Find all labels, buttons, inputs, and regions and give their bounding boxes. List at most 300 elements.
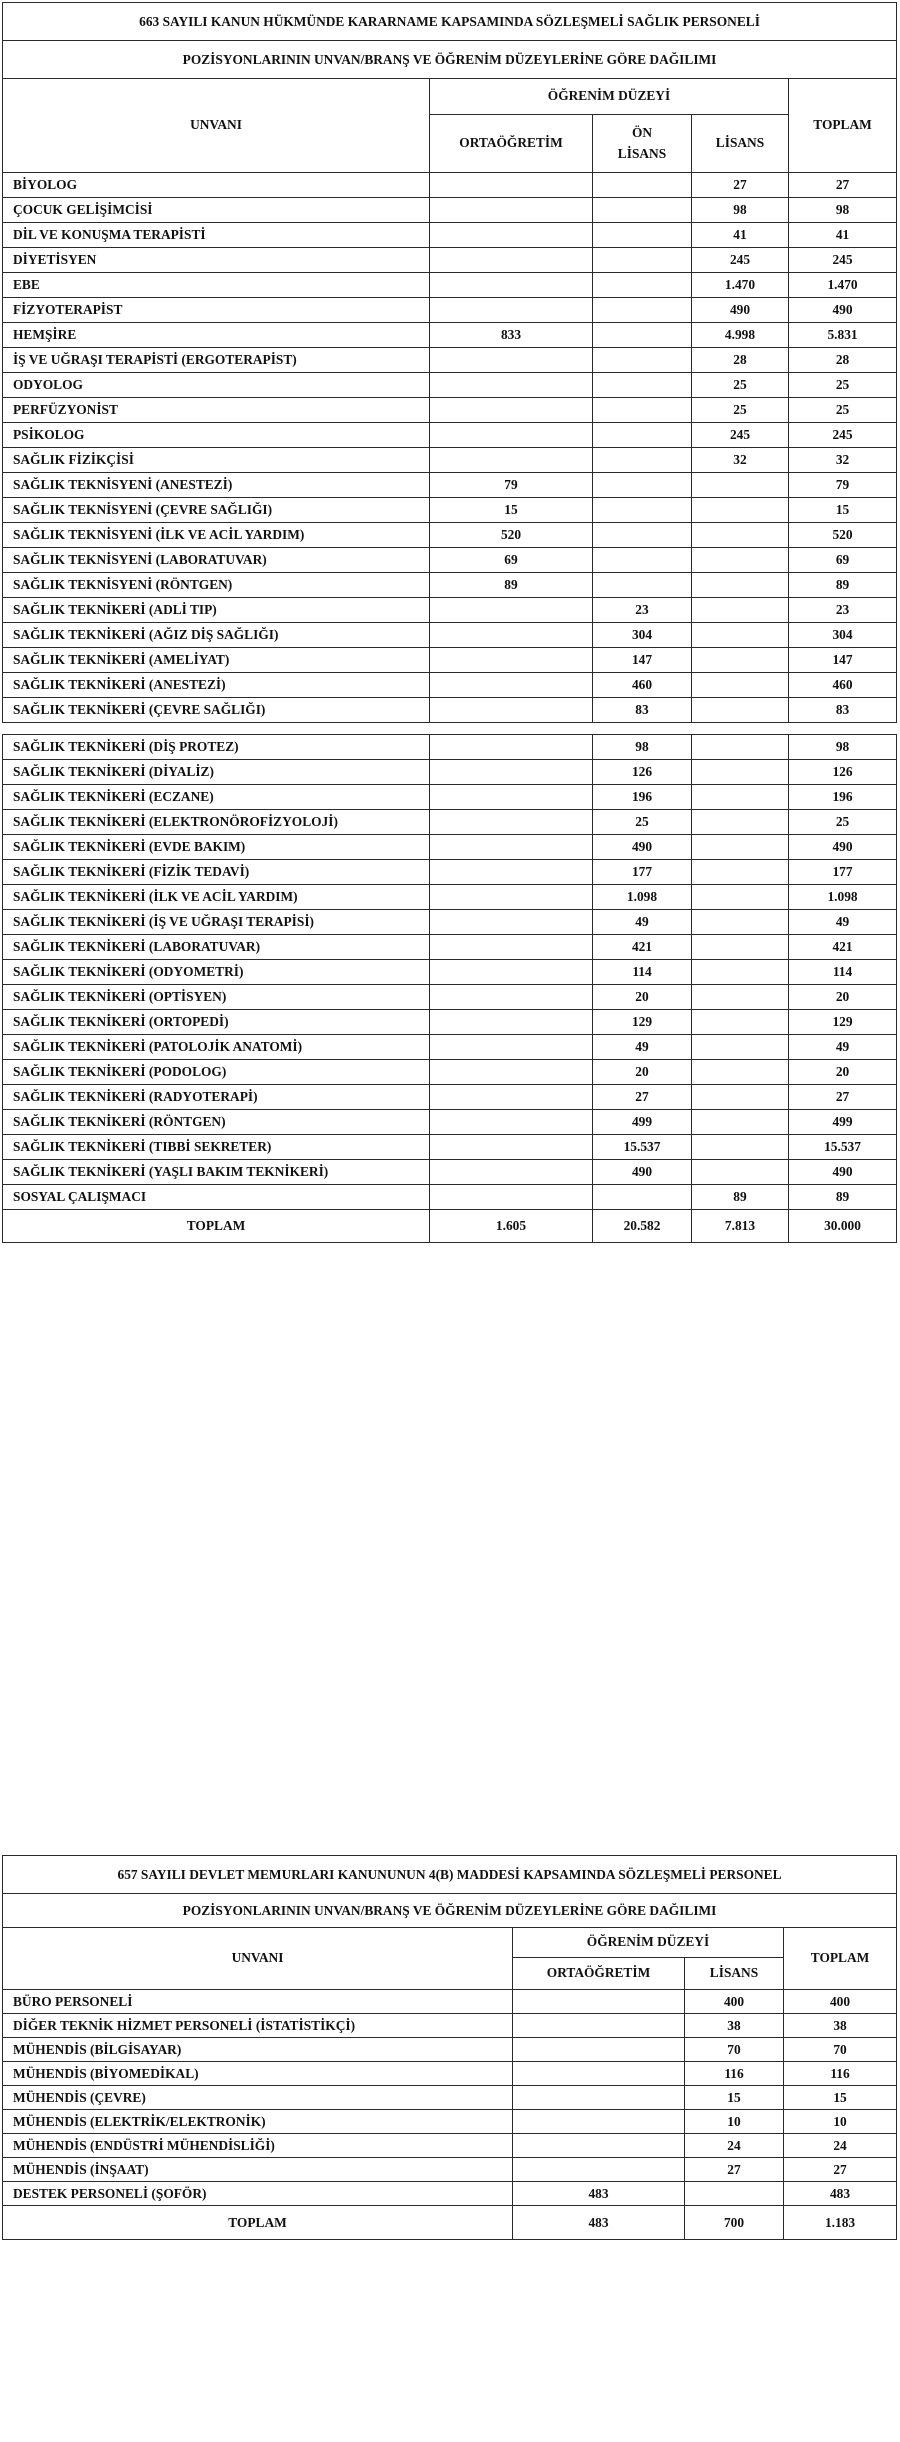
cell-ortaogretim xyxy=(513,2110,685,2134)
cell-ortaogretim xyxy=(430,273,593,298)
cell-unvan: SAĞLIK TEKNİKERİ (EVDE BAKIM) xyxy=(3,835,430,860)
cell-onlisans: 129 xyxy=(593,1010,692,1035)
cell-toplam: 27 xyxy=(784,2158,897,2182)
total-label: TOPLAM xyxy=(3,1210,430,1243)
cell-unvan: SAĞLIK TEKNİKERİ (TIBBİ SEKRETER) xyxy=(3,1135,430,1160)
cell-unvan: SAĞLIK TEKNİKERİ (İLK VE ACİL YARDIM) xyxy=(3,885,430,910)
cell-unvan: DESTEK PERSONELİ (ŞOFÖR) xyxy=(3,2182,513,2206)
cell-onlisans: 196 xyxy=(593,785,692,810)
cell-ortaogretim xyxy=(430,910,593,935)
cell-toplam: 98 xyxy=(789,735,897,760)
table-row xyxy=(3,1990,897,2014)
table-row xyxy=(3,735,897,760)
cell-ortaogretim xyxy=(430,373,593,398)
cell-unvan: SAĞLIK TEKNİKERİ (RÖNTGEN) xyxy=(3,1110,430,1135)
cell-ortaogretim xyxy=(430,1110,593,1135)
cell-toplam: 27 xyxy=(789,173,897,198)
cell-unvan: EBE xyxy=(3,273,430,298)
col-header-toplam: TOPLAM xyxy=(789,79,897,173)
cell-ortaogretim xyxy=(430,348,593,373)
cell-unvan: SAĞLIK TEKNİKERİ (ÇEVRE SAĞLIĞI) xyxy=(3,698,430,723)
cell-unvan: SAĞLIK TEKNİKERİ (ECZANE) xyxy=(3,785,430,810)
saglik-personeli-table xyxy=(2,2,897,1243)
table-row xyxy=(3,1010,897,1035)
cell-onlisans xyxy=(593,398,692,423)
table-row xyxy=(3,223,897,248)
cell-onlisans xyxy=(593,173,692,198)
table-row xyxy=(3,960,897,985)
table-row xyxy=(3,573,897,598)
cell-lisans xyxy=(685,2182,784,2206)
cell-onlisans xyxy=(593,198,692,223)
cell-unvan: SAĞLIK TEKNİKERİ (RADYOTERAPİ) xyxy=(3,1085,430,1110)
table-row xyxy=(3,423,897,448)
table-row xyxy=(3,398,897,423)
cell-onlisans xyxy=(593,523,692,548)
cell-unvan: PERFÜZYONİST xyxy=(3,398,430,423)
cell-unvan: DİL VE KONUŞMA TERAPİSTİ xyxy=(3,223,430,248)
cell-ortaogretim xyxy=(430,423,593,448)
cell-unvan: SAĞLIK TEKNİKERİ (ELEKTRONÖROFİZYOLOJİ) xyxy=(3,810,430,835)
cell-unvan: MÜHENDİS (ELEKTRİK/ELEKTRONİK) xyxy=(3,2110,513,2134)
cell-unvan: SAĞLIK TEKNİSYENİ (RÖNTGEN) xyxy=(3,573,430,598)
table-row xyxy=(3,473,897,498)
cell-unvan: SAĞLIK TEKNİSYENİ (ANESTEZİ) xyxy=(3,473,430,498)
cell-unvan: BİYOLOG xyxy=(3,173,430,198)
cell-toplam: 49 xyxy=(789,1035,897,1060)
table2-total-row xyxy=(3,2206,897,2240)
cell-onlisans: 114 xyxy=(593,960,692,985)
cell-unvan: DİYETİSYEN xyxy=(3,248,430,273)
table1-body-part2 xyxy=(3,735,897,1210)
cell-toplam: 126 xyxy=(789,760,897,785)
cell-lisans xyxy=(692,698,789,723)
cell-lisans xyxy=(692,1085,789,1110)
cell-onlisans: 25 xyxy=(593,810,692,835)
cell-toplam: 25 xyxy=(789,810,897,835)
cell-unvan: MÜHENDİS (ÇEVRE) xyxy=(3,2086,513,2110)
cell-ortaogretim xyxy=(430,935,593,960)
table2-title-line1: 657 SAYILI DEVLET MEMURLARI KANUNUNUN 4(B) MADDESİ KAPSAMINDA SÖZLEŞMELİ PERSONEL xyxy=(3,1856,897,1894)
cell-onlisans: 304 xyxy=(593,623,692,648)
cell-onlisans: 15.537 xyxy=(593,1135,692,1160)
cell-ortaogretim xyxy=(430,698,593,723)
cell-lisans xyxy=(692,935,789,960)
table-row xyxy=(3,2182,897,2206)
table-row xyxy=(3,273,897,298)
cell-unvan: SAĞLIK TEKNİKERİ (PODOLOG) xyxy=(3,1060,430,1085)
cell-toplam: 520 xyxy=(789,523,897,548)
cell-lisans xyxy=(692,835,789,860)
table1-title-line2: POZİSYONLARININ UNVAN/BRANŞ VE ÖĞRENİM DÜZEYLERİNE GÖRE DAĞILIMI xyxy=(3,41,897,79)
cell-toplam: 69 xyxy=(789,548,897,573)
cell-ortaogretim xyxy=(430,735,593,760)
sozlesmeli-personel-table xyxy=(2,1855,897,2240)
cell-toplam: 15.537 xyxy=(789,1135,897,1160)
cell-lisans: 38 xyxy=(685,2014,784,2038)
cell-lisans xyxy=(692,860,789,885)
cell-toplam: 20 xyxy=(789,985,897,1010)
t2-total-lisans: 700 xyxy=(685,2206,784,2240)
cell-toplam: 1.098 xyxy=(789,885,897,910)
table-row xyxy=(3,648,897,673)
cell-toplam: 23 xyxy=(789,598,897,623)
cell-onlisans: 20 xyxy=(593,1060,692,1085)
table-row xyxy=(3,760,897,785)
cell-onlisans: 421 xyxy=(593,935,692,960)
col-header-lisans: LİSANS xyxy=(692,115,789,173)
cell-ortaogretim xyxy=(430,598,593,623)
table-row xyxy=(3,698,897,723)
cell-lisans xyxy=(692,1135,789,1160)
table-row xyxy=(3,2086,897,2110)
cell-onlisans: 27 xyxy=(593,1085,692,1110)
cell-toplam: 89 xyxy=(789,1185,897,1210)
cell-unvan: HEMŞİRE xyxy=(3,323,430,348)
table-row xyxy=(3,2110,897,2134)
table-row xyxy=(3,173,897,198)
cell-lisans: 116 xyxy=(685,2062,784,2086)
cell-lisans: 98 xyxy=(692,198,789,223)
cell-onlisans xyxy=(593,548,692,573)
table1-title-line1: 663 SAYILI KANUN HÜKMÜNDE KARARNAME KAPSAMINDA SÖZLEŞMELİ SAĞLIK PERSONELİ xyxy=(3,3,897,41)
cell-ortaogretim xyxy=(430,623,593,648)
cell-toplam: 28 xyxy=(789,348,897,373)
table-row xyxy=(3,2014,897,2038)
cell-lisans xyxy=(692,648,789,673)
cell-ortaogretim xyxy=(513,2086,685,2110)
cell-unvan: SAĞLIK TEKNİKERİ (ODYOMETRİ) xyxy=(3,960,430,985)
cell-ortaogretim xyxy=(430,785,593,810)
cell-lisans: 27 xyxy=(692,173,789,198)
table-row xyxy=(3,985,897,1010)
table-row xyxy=(3,298,897,323)
cell-onlisans: 20 xyxy=(593,985,692,1010)
t2-col-header-ortaogretim: ORTAÖĞRETİM xyxy=(513,1958,685,1990)
cell-onlisans xyxy=(593,573,692,598)
table-row xyxy=(3,1185,897,1210)
cell-toplam: 20 xyxy=(789,1060,897,1085)
cell-ortaogretim: 520 xyxy=(430,523,593,548)
cell-unvan: ODYOLOG xyxy=(3,373,430,398)
cell-ortaogretim xyxy=(430,248,593,273)
t2-total-label: TOPLAM xyxy=(3,2206,513,2240)
cell-lisans xyxy=(692,1060,789,1085)
cell-toplam: 177 xyxy=(789,860,897,885)
table-row xyxy=(3,2038,897,2062)
cell-ortaogretim xyxy=(430,760,593,785)
table1-body-part1 xyxy=(3,173,897,723)
table-row xyxy=(3,598,897,623)
cell-unvan: FİZYOTERAPİST xyxy=(3,298,430,323)
cell-toplam: 114 xyxy=(789,960,897,985)
cell-lisans: 10 xyxy=(685,2110,784,2134)
cell-unvan: SAĞLIK TEKNİKERİ (AĞIZ DİŞ SAĞLIĞI) xyxy=(3,623,430,648)
table-row xyxy=(3,2158,897,2182)
cell-unvan: MÜHENDİS (İNŞAAT) xyxy=(3,2158,513,2182)
cell-toplam: 421 xyxy=(789,935,897,960)
cell-unvan: SAĞLIK TEKNİKERİ (OPTİSYEN) xyxy=(3,985,430,1010)
cell-lisans: 400 xyxy=(685,1990,784,2014)
cell-ortaogretim xyxy=(513,2038,685,2062)
cell-onlisans xyxy=(593,348,692,373)
table-row xyxy=(3,673,897,698)
cell-lisans xyxy=(692,960,789,985)
cell-lisans xyxy=(692,810,789,835)
cell-ortaogretim xyxy=(513,2014,685,2038)
table-row xyxy=(3,910,897,935)
cell-unvan: SAĞLIK TEKNİSYENİ (İLK VE ACİL YARDIM) xyxy=(3,523,430,548)
cell-ortaogretim xyxy=(430,398,593,423)
cell-ortaogretim xyxy=(430,1035,593,1060)
table-row xyxy=(3,348,897,373)
cell-onlisans: 177 xyxy=(593,860,692,885)
cell-ortaogretim xyxy=(430,1060,593,1085)
cell-unvan: SAĞLIK TEKNİSYENİ (LABORATUVAR) xyxy=(3,548,430,573)
cell-unvan: SAĞLIK TEKNİKERİ (PATOLOJİK ANATOMİ) xyxy=(3,1035,430,1060)
cell-unvan: BÜRO PERSONELİ xyxy=(3,1990,513,2014)
cell-ortaogretim xyxy=(513,1990,685,2014)
cell-ortaogretim xyxy=(430,835,593,860)
cell-toplam: 400 xyxy=(784,1990,897,2014)
table-row xyxy=(3,2062,897,2086)
cell-onlisans xyxy=(593,298,692,323)
cell-toplam: 83 xyxy=(789,698,897,723)
cell-lisans: 25 xyxy=(692,398,789,423)
cell-ortaogretim xyxy=(430,1135,593,1160)
cell-unvan: ÇOCUK GELİŞİMCİSİ xyxy=(3,198,430,223)
cell-toplam: 15 xyxy=(789,498,897,523)
cell-lisans xyxy=(692,673,789,698)
cell-lisans xyxy=(692,548,789,573)
table-row xyxy=(3,498,897,523)
cell-toplam: 41 xyxy=(789,223,897,248)
cell-ortaogretim xyxy=(430,648,593,673)
cell-lisans xyxy=(692,985,789,1010)
cell-toplam: 5.831 xyxy=(789,323,897,348)
table-row xyxy=(3,1160,897,1185)
col-header-unvan: UNVANI xyxy=(3,79,430,173)
cell-onlisans: 98 xyxy=(593,735,692,760)
cell-ortaogretim xyxy=(430,985,593,1010)
cell-lisans: 70 xyxy=(685,2038,784,2062)
table-row xyxy=(3,810,897,835)
total-ortaogretim: 1.605 xyxy=(430,1210,593,1243)
cell-ortaogretim xyxy=(430,860,593,885)
cell-unvan: DİĞER TEKNİK HİZMET PERSONELİ (İSTATİSTİKÇİ) xyxy=(3,2014,513,2038)
cell-ortaogretim xyxy=(430,198,593,223)
table2-title-line2: POZİSYONLARININ UNVAN/BRANŞ VE ÖĞRENİM DÜZEYLERİNE GÖRE DAĞILIMI xyxy=(3,1894,897,1928)
cell-lisans: 15 xyxy=(685,2086,784,2110)
cell-ortaogretim xyxy=(430,810,593,835)
t2-col-header-toplam: TOPLAM xyxy=(784,1928,897,1990)
cell-lisans: 245 xyxy=(692,423,789,448)
t2-col-header-ogrenim-duzeyi: ÖĞRENİM DÜZEYİ xyxy=(513,1928,784,1958)
cell-ortaogretim: 79 xyxy=(430,473,593,498)
cell-onlisans: 460 xyxy=(593,673,692,698)
cell-ortaogretim: 833 xyxy=(430,323,593,348)
cell-toplam: 490 xyxy=(789,298,897,323)
cell-toplam: 499 xyxy=(789,1110,897,1135)
cell-lisans: 4.998 xyxy=(692,323,789,348)
cell-lisans xyxy=(692,735,789,760)
col-header-onlisans-line1: ÖN xyxy=(631,124,653,140)
cell-lisans xyxy=(692,523,789,548)
cell-toplam: 147 xyxy=(789,648,897,673)
cell-ortaogretim xyxy=(430,1185,593,1210)
table-row xyxy=(3,623,897,648)
cell-toplam: 32 xyxy=(789,448,897,473)
cell-lisans: 89 xyxy=(692,1185,789,1210)
cell-lisans xyxy=(692,910,789,935)
cell-onlisans: 499 xyxy=(593,1110,692,1135)
table-row xyxy=(3,198,897,223)
table-row xyxy=(3,523,897,548)
cell-toplam: 490 xyxy=(789,835,897,860)
col-header-ogrenim-duzeyi: ÖĞRENİM DÜZEYİ xyxy=(430,79,789,115)
table-row xyxy=(3,448,897,473)
total-lisans: 7.813 xyxy=(692,1210,789,1243)
table-row xyxy=(3,935,897,960)
cell-toplam: 79 xyxy=(789,473,897,498)
table2-body xyxy=(3,1990,897,2206)
cell-toplam: 1.470 xyxy=(789,273,897,298)
cell-onlisans: 49 xyxy=(593,910,692,935)
cell-onlisans xyxy=(593,423,692,448)
cell-onlisans xyxy=(593,248,692,273)
cell-lisans: 27 xyxy=(685,2158,784,2182)
total-toplam: 30.000 xyxy=(789,1210,897,1243)
col-header-onlisans xyxy=(593,115,692,173)
cell-toplam: 89 xyxy=(789,573,897,598)
cell-toplam: 116 xyxy=(784,2062,897,2086)
cell-onlisans: 126 xyxy=(593,760,692,785)
cell-unvan: SAĞLIK TEKNİKERİ (FİZİK TEDAVİ) xyxy=(3,860,430,885)
cell-toplam: 10 xyxy=(784,2110,897,2134)
table-row xyxy=(3,860,897,885)
t2-col-header-unvan: UNVANI xyxy=(3,1928,513,1990)
cell-unvan: SAĞLIK TEKNİKERİ (DİYALİZ) xyxy=(3,760,430,785)
cell-unvan: İŞ VE UĞRAŞI TERAPİSTİ (ERGOTERAPİST) xyxy=(3,348,430,373)
cell-lisans: 245 xyxy=(692,248,789,273)
cell-lisans xyxy=(692,1160,789,1185)
cell-unvan: PSİKOLOG xyxy=(3,423,430,448)
cell-unvan: SAĞLIK TEKNİKERİ (İŞ VE UĞRAŞI TERAPİSİ) xyxy=(3,910,430,935)
cell-toplam: 70 xyxy=(784,2038,897,2062)
cell-unvan: SAĞLIK TEKNİKERİ (YAŞLI BAKIM TEKNİKERİ) xyxy=(3,1160,430,1185)
cell-toplam: 304 xyxy=(789,623,897,648)
cell-ortaogretim xyxy=(430,448,593,473)
cell-toplam: 27 xyxy=(789,1085,897,1110)
cell-lisans: 41 xyxy=(692,223,789,248)
cell-onlisans: 490 xyxy=(593,835,692,860)
cell-ortaogretim xyxy=(430,673,593,698)
cell-unvan: SOSYAL ÇALIŞMACI xyxy=(3,1185,430,1210)
t2-col-header-lisans: LİSANS xyxy=(685,1958,784,1990)
table-row xyxy=(3,1135,897,1160)
cell-ortaogretim xyxy=(430,1010,593,1035)
cell-toplam: 98 xyxy=(789,198,897,223)
cell-toplam: 25 xyxy=(789,398,897,423)
cell-toplam: 49 xyxy=(789,910,897,935)
cell-ortaogretim: 15 xyxy=(430,498,593,523)
cell-ortaogretim xyxy=(430,223,593,248)
cell-onlisans xyxy=(593,323,692,348)
cell-ortaogretim xyxy=(430,960,593,985)
cell-unvan: SAĞLIK FİZİKÇİSİ xyxy=(3,448,430,473)
cell-onlisans xyxy=(593,1185,692,1210)
cell-onlisans xyxy=(593,223,692,248)
cell-lisans xyxy=(692,1035,789,1060)
table-row xyxy=(3,548,897,573)
cell-onlisans: 83 xyxy=(593,698,692,723)
cell-ortaogretim xyxy=(430,1085,593,1110)
total-onlisans: 20.582 xyxy=(593,1210,692,1243)
table-row xyxy=(3,1060,897,1085)
table-row xyxy=(3,1085,897,1110)
cell-lisans xyxy=(692,623,789,648)
cell-unvan: SAĞLIK TEKNİSYENİ (ÇEVRE SAĞLIĞI) xyxy=(3,498,430,523)
cell-onlisans xyxy=(593,273,692,298)
table-row xyxy=(3,1035,897,1060)
cell-toplam: 245 xyxy=(789,248,897,273)
cell-ortaogretim: 69 xyxy=(430,548,593,573)
cell-toplam: 129 xyxy=(789,1010,897,1035)
cell-onlisans: 147 xyxy=(593,648,692,673)
cell-lisans xyxy=(692,598,789,623)
page-gap xyxy=(3,723,897,735)
cell-unvan: MÜHENDİS (BİYOMEDİKAL) xyxy=(3,2062,513,2086)
cell-lisans xyxy=(692,785,789,810)
cell-unvan: SAĞLIK TEKNİKERİ (AMELİYAT) xyxy=(3,648,430,673)
cell-onlisans: 49 xyxy=(593,1035,692,1060)
cell-ortaogretim xyxy=(430,298,593,323)
t2-total-toplam: 1.183 xyxy=(784,2206,897,2240)
cell-ortaogretim: 483 xyxy=(513,2182,685,2206)
col-header-onlisans-line2: LİSANS xyxy=(617,145,667,161)
cell-onlisans: 23 xyxy=(593,598,692,623)
cell-lisans: 32 xyxy=(692,448,789,473)
cell-lisans xyxy=(692,573,789,598)
cell-toplam: 25 xyxy=(789,373,897,398)
table-row xyxy=(3,1110,897,1135)
cell-toplam: 38 xyxy=(784,2014,897,2038)
cell-unvan: SAĞLIK TEKNİKERİ (ORTOPEDİ) xyxy=(3,1010,430,1035)
cell-toplam: 15 xyxy=(784,2086,897,2110)
cell-toplam: 196 xyxy=(789,785,897,810)
table1-total-row xyxy=(3,1210,897,1243)
cell-lisans xyxy=(692,1010,789,1035)
cell-ortaogretim xyxy=(513,2062,685,2086)
cell-unvan: SAĞLIK TEKNİKERİ (DİŞ PROTEZ) xyxy=(3,735,430,760)
cell-unvan: MÜHENDİS (ENDÜSTRİ MÜHENDİSLİĞİ) xyxy=(3,2134,513,2158)
cell-lisans: 28 xyxy=(692,348,789,373)
cell-onlisans xyxy=(593,448,692,473)
table-row xyxy=(3,885,897,910)
cell-lisans xyxy=(692,885,789,910)
cell-toplam: 24 xyxy=(784,2134,897,2158)
cell-onlisans xyxy=(593,498,692,523)
cell-toplam: 245 xyxy=(789,423,897,448)
table-row xyxy=(3,248,897,273)
cell-ortaogretim: 89 xyxy=(430,573,593,598)
cell-unvan: SAĞLIK TEKNİKERİ (ANESTEZİ) xyxy=(3,673,430,698)
cell-onlisans xyxy=(593,373,692,398)
cell-lisans xyxy=(692,760,789,785)
table-row xyxy=(3,785,897,810)
cell-toplam: 490 xyxy=(789,1160,897,1185)
cell-lisans: 490 xyxy=(692,298,789,323)
